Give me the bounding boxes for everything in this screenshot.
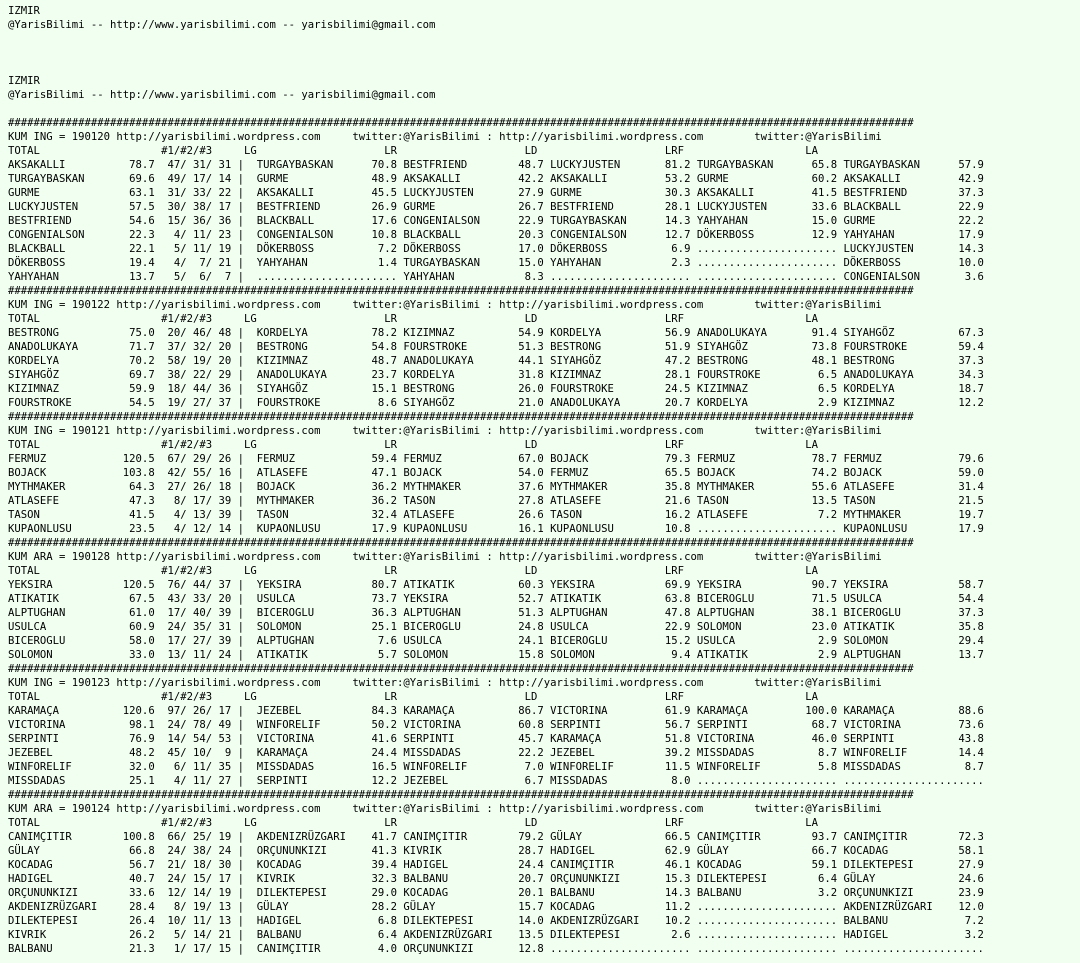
horse-row: GÜLAY 66.8 24/ 38/ 24 | ORÇUNUNKIZI 41.3 KIVRIK 28.7 HADIGEL 62.9 GÜLAY 66.7 KOCADAG 58.1 [8, 845, 984, 857]
city-title: IZMIR [8, 5, 40, 17]
horse-row: DÖKERBOSS 19.4 4/ 7/ 21 | YAHYAHAN 1.4 TURGAYBASKAN 15.0 YAHYAHAN 2.3 ...................... DÖKERBOSS 10.0 [8, 257, 984, 269]
horse-row: KIZIMNAZ 59.9 18/ 44/ 36 | SIYAHGÖZ 15.1 BESTRONG 26.0 FOURSTROKE 24.5 KIZIMNAZ 6.5 KORDELYA 18.7 [8, 383, 984, 395]
separator-line: ############################################################################################################################################## [8, 663, 914, 675]
horse-row: FOURSTROKE 54.5 19/ 27/ 37 | FOURSTROKE 8.6 SIYAHGÖZ 21.0 ANADOLUKAYA 20.7 KORDELYA 2.9 KIZIMNAZ 12.2 [8, 397, 984, 409]
horse-row: VICTORINA 98.1 24/ 78/ 49 | WINFORELIF 50.2 VICTORINA 60.8 SERPINTI 56.7 SERPINTI 68.7 VICTORINA 73.6 [8, 719, 984, 731]
horse-row: AKDENIZRÜZGARI 28.4 8/ 19/ 13 | GÜLAY 28.2 GÜLAY 15.7 KOCADAG 11.2 ...................... AKDENIZRÜZGARI 12.0 [8, 901, 984, 913]
horse-row: BESTFRIEND 54.6 15/ 36/ 36 | BLACKBALL 17.6 CONGENIALSON 22.9 TURGAYBASKAN 14.3 YAHYAHAN 15.0 GURME 22.2 [8, 215, 984, 227]
blank-line [8, 46, 1080, 60]
horse-row: USULCA 60.9 24/ 35/ 31 | SOLOMON 25.1 BICEROGLU 24.8 USULCA 22.9 SOLOMON 23.0 ATIKATIK 35.8 [8, 621, 984, 633]
column-header-line: TOTAL #1/#2/#3 LG LR LD LRF LA [8, 691, 819, 703]
horse-row: AKSAKALLI 78.7 47/ 31/ 31 | TURGAYBASKAN 70.8 BESTFRIEND 48.7 LUCKYJUSTEN 81.2 TURGAYBASKAN 65.8 TURGAYBASKAN 57.9 [8, 159, 984, 171]
horse-row: TASON 41.5 4/ 13/ 39 | TASON 32.4 ATLASEFE 26.6 TASON 16.2 ATLASEFE 7.2 MYTHMAKER 19.7 [8, 509, 984, 521]
contact-line: @YarisBilimi -- http://www.yarisbilimi.com -- yarisbilimi@gmail.com [8, 19, 436, 31]
horse-row: ATIKATIK 67.5 43/ 33/ 20 | USULCA 73.7 YEKSIRA 52.7 ATIKATIK 63.8 BICEROGLU 71.5 USULCA 54.4 [8, 593, 984, 605]
city-title: IZMIR [8, 75, 40, 87]
horse-row: BESTRONG 75.0 20/ 46/ 48 | KORDELYA 78.2 KIZIMNAZ 54.9 KORDELYA 56.9 ANADOLUKAYA 91.4 SIYAHGÖZ 67.3 [8, 327, 984, 339]
separator-line: ############################################################################################################################################## [8, 285, 914, 297]
horse-row: BLACKBALL 22.1 5/ 11/ 19 | DÖKERBOSS 7.2 DÖKERBOSS 17.0 DÖKERBOSS 6.9 ...................... LUCKYJUSTEN 14.3 [8, 243, 984, 255]
horse-row: GURME 63.1 31/ 33/ 22 | AKSAKALLI 45.5 LUCKYJUSTEN 27.9 GURME 30.3 AKSAKALLI 41.5 BESTFRIEND 37.3 [8, 187, 984, 199]
horse-row: MISSDADAS 25.1 4/ 11/ 27 | SERPINTI 12.2 JEZEBEL 6.7 MISSDADAS 8.0 ...................... ...................... [8, 775, 984, 787]
horse-row: KARAMAÇA 120.6 97/ 26/ 17 | JEZEBEL 84.3 KARAMAÇA 86.7 VICTORINA 61.9 KARAMAÇA 100.0 KARAMAÇA 88.6 [8, 705, 984, 717]
horse-row: WINFORELIF 32.0 6/ 11/ 35 | MISSDADAS 16.5 WINFORELIF 7.0 WINFORELIF 11.5 WINFORELIF 5.8 MISSDADAS 8.7 [8, 761, 984, 773]
horse-row: ATLASEFE 47.3 8/ 17/ 39 | MYTHMAKER 36.2 TASON 27.8 ATLASEFE 21.6 TASON 13.5 TASON 21.5 [8, 495, 984, 507]
blank-line [8, 102, 1080, 116]
horse-row: SERPINTI 76.9 14/ 54/ 53 | VICTORINA 41.6 SERPINTI 45.7 KARAMAÇA 51.8 VICTORINA 46.0 SERPINTI 43.8 [8, 733, 984, 745]
horse-row: LUCKYJUSTEN 57.5 30/ 38/ 17 | BESTFRIEND 26.9 GURME 26.7 BESTFRIEND 28.1 LUCKYJUSTEN 33.6 BLACKBALL 22.9 [8, 201, 984, 213]
column-header-line: TOTAL #1/#2/#3 LG LR LD LRF LA [8, 817, 819, 829]
race-header-line: KUM ING = 190122 http://yarisbilimi.wordpress.com twitter:@YarisBilimi : http://yarisbilimi.wordpress.com twitter:@YarisBilimi [8, 299, 882, 311]
race-header-line: KUM ING = 190123 http://yarisbilimi.wordpress.com twitter:@YarisBilimi : http://yarisbilimi.wordpress.com twitter:@YarisBilimi [8, 677, 882, 689]
contact-line: @YarisBilimi -- http://www.yarisbilimi.com -- yarisbilimi@gmail.com [8, 89, 436, 101]
horse-row: ALPTUGHAN 61.0 17/ 40/ 39 | BICEROGLU 36.3 ALPTUGHAN 51.3 ALPTUGHAN 47.8 ALPTUGHAN 38.1 BICEROGLU 37.3 [8, 607, 984, 619]
blank-line [8, 60, 1080, 74]
horse-row: DILEKTEPESI 26.4 10/ 11/ 13 | HADIGEL 6.8 DILEKTEPESI 14.0 AKDENIZRÜZGARI 10.2 ...................... BALBANU 7.2 [8, 915, 984, 927]
horse-row: TURGAYBASKAN 69.6 49/ 17/ 14 | GURME 48.9 AKSAKALLI 42.2 AKSAKALLI 53.2 GURME 60.2 AKSAKALLI 42.9 [8, 173, 984, 185]
horse-row: KORDELYA 70.2 58/ 19/ 20 | KIZIMNAZ 48.7 ANADOLUKAYA 44.1 SIYAHGÖZ 47.2 BESTRONG 48.1 BESTRONG 37.3 [8, 355, 984, 367]
horse-row: ANADOLUKAYA 71.7 37/ 32/ 20 | BESTRONG 54.8 FOURSTROKE 51.3 BESTRONG 51.9 SIYAHGÖZ 73.8 FOURSTROKE 59.4 [8, 341, 984, 353]
column-header-line: TOTAL #1/#2/#3 LG LR LD LRF LA [8, 565, 819, 577]
horse-row: SOLOMON 33.0 13/ 11/ 24 | ATIKATIK 5.7 SOLOMON 15.8 SOLOMON 9.4 ATIKATIK 2.9 ALPTUGHAN 13.7 [8, 649, 984, 661]
horse-row: KOCADAG 56.7 21/ 18/ 30 | KOCADAG 39.4 HADIGEL 24.4 CANIMÇITIR 46.1 KOCADAG 59.1 DILEKTEPESI 27.9 [8, 859, 984, 871]
horse-row: FERMUZ 120.5 67/ 29/ 26 | FERMUZ 59.4 FERMUZ 67.0 BOJACK 79.3 FERMUZ 78.7 FERMUZ 79.6 [8, 453, 984, 465]
horse-row: JEZEBEL 48.2 45/ 10/ 9 | KARAMAÇA 24.4 MISSDADAS 22.2 JEZEBEL 39.2 MISSDADAS 8.7 WINFORELIF 14.4 [8, 747, 984, 759]
horse-row: SIYAHGÖZ 69.7 38/ 22/ 29 | ANADOLUKAYA 23.7 KORDELYA 31.8 KIZIMNAZ 28.1 FOURSTROKE 6.5 ANADOLUKAYA 34.3 [8, 369, 984, 381]
horse-row: CONGENIALSON 22.3 4/ 11/ 23 | CONGENIALSON 10.8 BLACKBALL 20.3 CONGENIALSON 12.7 DÖKERBOSS 12.9 YAHYAHAN 17.9 [8, 229, 984, 241]
separator-line: ############################################################################################################################################## [8, 117, 914, 129]
horse-row: KUPAONLUSU 23.5 4/ 12/ 14 | KUPAONLUSU 17.9 KUPAONLUSU 16.1 KUPAONLUSU 10.8 ...................... KUPAONLUSU 17.9 [8, 523, 984, 535]
horse-row: BICEROGLU 58.0 17/ 27/ 39 | ALPTUGHAN 7.6 USULCA 24.1 BICEROGLU 15.2 USULCA 2.9 SOLOMON 29.4 [8, 635, 984, 647]
horse-row: CANIMÇITIR 100.8 66/ 25/ 19 | AKDENIZRÜZGARI 41.7 CANIMÇITIR 79.2 GÜLAY 66.5 CANIMÇITIR 93.7 CANIMÇITIR 72.3 [8, 831, 984, 843]
horse-row: BALBANU 21.3 1/ 17/ 15 | CANIMÇITIR 4.0 ORÇUNUNKIZI 12.8 ...................... ...................... ...................... [8, 943, 984, 955]
separator-line: ############################################################################################################################################## [8, 537, 914, 549]
blank-line [8, 32, 1080, 46]
race-header-line: KUM ARA = 190128 http://yarisbilimi.wordpress.com twitter:@YarisBilimi : http://yarisbilimi.wordpress.com twitter:@YarisBilimi [8, 551, 882, 563]
horse-row: ORÇUNUNKIZI 33.6 12/ 14/ 19 | DILEKTEPESI 29.0 KOCADAG 20.1 BALBANU 14.3 BALBANU 3.2 ORÇUNUNKIZI 23.9 [8, 887, 984, 899]
race-header-line: KUM ING = 190121 http://yarisbilimi.wordpress.com twitter:@YarisBilimi : http://yarisbilimi.wordpress.com twitter:@YarisBilimi [8, 425, 882, 437]
separator-line: ############################################################################################################################################## [8, 789, 914, 801]
column-header-line: TOTAL #1/#2/#3 LG LR LD LRF LA [8, 313, 819, 325]
horse-row: KIVRIK 26.2 5/ 14/ 21 | BALBANU 6.4 AKDENIZRÜZGARI 13.5 DILEKTEPESI 2.6 ...................... HADIGEL 3.2 [8, 929, 984, 941]
horse-row: MYTHMAKER 64.3 27/ 26/ 18 | BOJACK 36.2 MYTHMAKER 37.6 MYTHMAKER 35.8 MYTHMAKER 55.6 ATLASEFE 31.4 [8, 481, 984, 493]
column-header-line: TOTAL #1/#2/#3 LG LR LD LRF LA [8, 145, 819, 157]
horse-row: BOJACK 103.8 42/ 55/ 16 | ATLASEFE 47.1 BOJACK 54.0 FERMUZ 65.5 BOJACK 74.2 BOJACK 59.0 [8, 467, 984, 479]
horse-row: YAHYAHAN 13.7 5/ 6/ 7 | ...................... YAHYAHAN 8.3 ...................... ...................... CONGENIALSON 3.6 [8, 271, 984, 283]
separator-line: ############################################################################################################################################## [8, 411, 914, 423]
horse-row: YEKSIRA 120.5 76/ 44/ 37 | YEKSIRA 80.7 ATIKATIK 60.3 YEKSIRA 69.9 YEKSIRA 90.7 YEKSIRA 58.7 [8, 579, 984, 591]
race-header-line: KUM ING = 190120 http://yarisbilimi.wordpress.com twitter:@YarisBilimi : http://yarisbilimi.wordpress.com twitter:@YarisBilimi [8, 131, 882, 143]
race-header-line: KUM ARA = 190124 http://yarisbilimi.wordpress.com twitter:@YarisBilimi : http://yarisbilimi.wordpress.com twitter:@YarisBilimi [8, 803, 882, 815]
horse-row: HADIGEL 40.7 24/ 15/ 17 | KIVRIK 32.3 BALBANU 20.7 ORÇUNUNKIZI 15.3 DILEKTEPESI 6.4 GÜLAY 24.6 [8, 873, 984, 885]
column-header-line: TOTAL #1/#2/#3 LG LR LD LRF LA [8, 439, 819, 451]
